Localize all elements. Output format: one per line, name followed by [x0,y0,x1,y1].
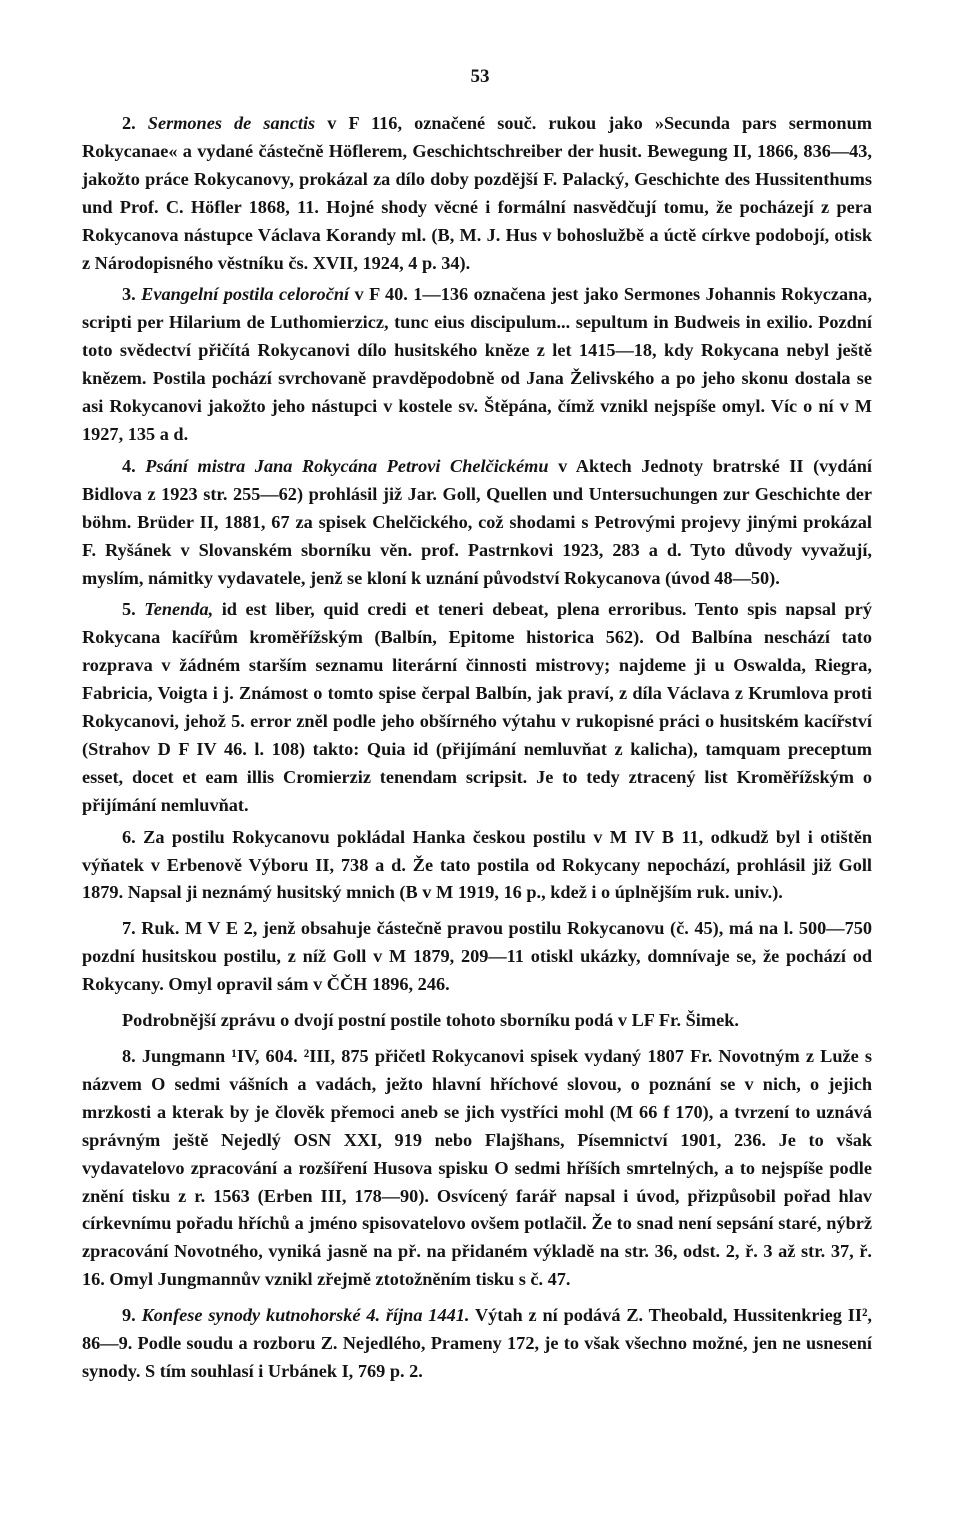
item-text: Podrobnější zprávu o dvojí postní postile tohoto sborníku podá v LF Fr. Šimek. [122,1010,739,1031]
item-number: 6. [122,826,136,847]
paragraph-8 [82,1043,872,1294]
item-text: Jungmann ¹IV, 604. ²III, 875 přičetl Rokycanovi spisek vydaný 1807 Fr. Novotným z Luže s názvem O sedmi vášních a vadách, ježto hlavní hříchové slovou, o poznání se v nich, o jejich mrzkosti a kterak by je člověk přemoci aneb se jich vystříci mohl (M 66 f 170), a tvrzení to uznává správným ještě Nejedlý OSN XXI, 919 nebo Flajšhans, Písemnictví 1901, 236. Je to však vydavatelovo zpracování a rozšíření Husova spisku O sedmi hříších smrtelných, a to nejspíše podle znění tisku z r. 1563 (Erben III, 178—90). Osvícený farář napsal i úvod, přizpůsobil pořad hlav církevnímu pořadu hříchů a jméno spisovatelovo ovšem potlačil. Že to snad není sepsání staré, nýbrž zpracování Novotného, vyniká jasně na př. na přidaném výkladě na str. 36, odst. 2, ř. 3 až str. 37, ř. 16. Omyl Jungmannův vznikl zřejmě ztotožněním tisku s č. 47. [82,1046,872,1290]
page-number: 53 [470,66,490,87]
item-title: Konfese synody kutnohorské 4. října 1441. [141,1305,470,1326]
paragraph-note [82,1007,872,1035]
item-title: Evangelní postila celoroční [141,284,350,305]
paragraph-4 [82,453,872,593]
paragraph-7 [82,915,872,999]
item-text: v Aktech Jednoty bratrské II (vydání Bidlova z 1923 str. 255—62) prohlásil již Jar. Goll, Quellen und Untersuchungen zur Geschichte der böhm. Brüder II, 1881, 67 za spisek Chelčického, což shodami s Petrovými projevy jinými prokázal F. Ryšánek v Slovanském sborníku věn. prof. Pastrnkovi 1923, 283 a d. Tyto důvody vyvažují, myslím, námitky vydavatele, jenž se kloní k uznání původství Rokycanova (úvod 48—50). [82,455,872,588]
item-text: Výtah z ní podává Z. Theobald, Hussitenkrieg II², 86—9. Podle soudu a rozboru Z. Nejedlého, Prameny 172, je to však všechno možné, jen ne usnesení synody. S tím souhlasí i Urbánek I, 769 p. 2. [82,1305,872,1381]
item-title: Sermones de sanctis [147,113,316,133]
item-text: Za postilu Rokycanovu pokládal Hanka českou postilu v M IV B 11, odkudž byl i otištěn výňatek v Erbenově Výboru II, 738 a d. Že tato postila od Rokycany nepochází, prohlásil již Goll 1879. Napsal ji neznámý husitský mnich (B v M 1919, 16 p., kdež i o úplnějším ruk. univ.). [82,826,872,903]
paragraph-2 [82,110,872,277]
paragraph-6 [82,824,872,908]
page-body [82,110,872,1390]
item-text: v F 116, označené souč. rukou jako »Secunda pars sermonum Rokycanae« a vydané částečně Höflerem, Geschichtschreiber der husit. Bewegung II, 1866, 836—43, jakožto práce Rokycanovy, prokázal za dílo doby pozdější F. Palacký, Geschichte des Hussitenthums und Prof. C. Höfler 1868, 11. Hojné shody věcné i formální nasvědčují tomu, že pocházejí z pera Rokycanova nástupce Václava Korandy ml. (B, M. J. Hus v bohoslužbě a úctě církve podobojí, otisk z Národopisného věstníku čs. XVII, 1924, 4 p. 34). [82,113,872,273]
item-text: v F 40. 1—136 označena jest jako Sermones Johannis Rokyczana, scripti per Hilarium de Luthomierzicz, tunc eius discipulum... sepultum in Budweis in exilio. Pozdní toto svědectví přičítá Rokycanovi dílo husitského kněze z let 1415—18, kdy Rokycana nebyl ještě knězem. Postila pochází svrchovaně pravděpodobně od Jana Želivského a po jeho skonu dostala se asi Rokycanovi jakožto jeho nástupci v kostele sv. Štěpána, čímž vznikl nejspíše omyl. Víc o ní v M 1927, 135 a d. [82,284,872,444]
item-number: 2. [122,113,136,133]
item-number: 3. [122,284,136,305]
item-number: 4. [122,455,136,476]
item-number: 9. [122,1305,136,1326]
item-title: Tenenda, [144,599,214,620]
item-text: id est liber, quid credi et teneri debeat, plena erroribus. Tento spis napsal prý Rokycana kacířům kroměřížským (Balbín, Epitome historica 562). Od Balbína neschází tato rozprava v žádném starším seznamu literární činnosti mistrovy; najdeme ji u Oswalda, Riegra, Fabricia, Voigta i j. Známost o tomto spise čerpal Balbín, jak praví, z díla Václava z Krumlova proti Rokycanovi, jehož 5. error zněl podle jeho obšírného výtahu v rukopisné práci o husitském kacířství (Strahov D F IV 46. l. 108) takto: Quia id (přijímání nemluvňat z kalicha), tamquam preceptum esset, docet et eam illis Cromierziz tenendam scripsit. Je to tedy ztracený list Kroměřížským o přijímání nemluvňat. [82,599,872,815]
item-text: Ruk. M V E 2, jenž obsahuje částečně pravou postilu Rokycanovu (č. 45), má na l. 500—750 pozdní husitskou postilu, z níž Goll v M 1879, 209—11 otiskl ukázky, domnívaje se, že pochází od Rokycany. Omyl opravil sám v ČČH 1896, 246. [82,918,872,995]
paragraph-3 [82,281,872,448]
paragraph-9 [82,1302,872,1386]
item-number: 5. [122,599,136,620]
item-number: 8. [122,1046,136,1066]
item-title: Psání mistra Jana Rokycána Petrovi Chelčickému [145,455,549,476]
paragraph-5 [82,596,872,819]
item-number: 7. [122,918,136,939]
